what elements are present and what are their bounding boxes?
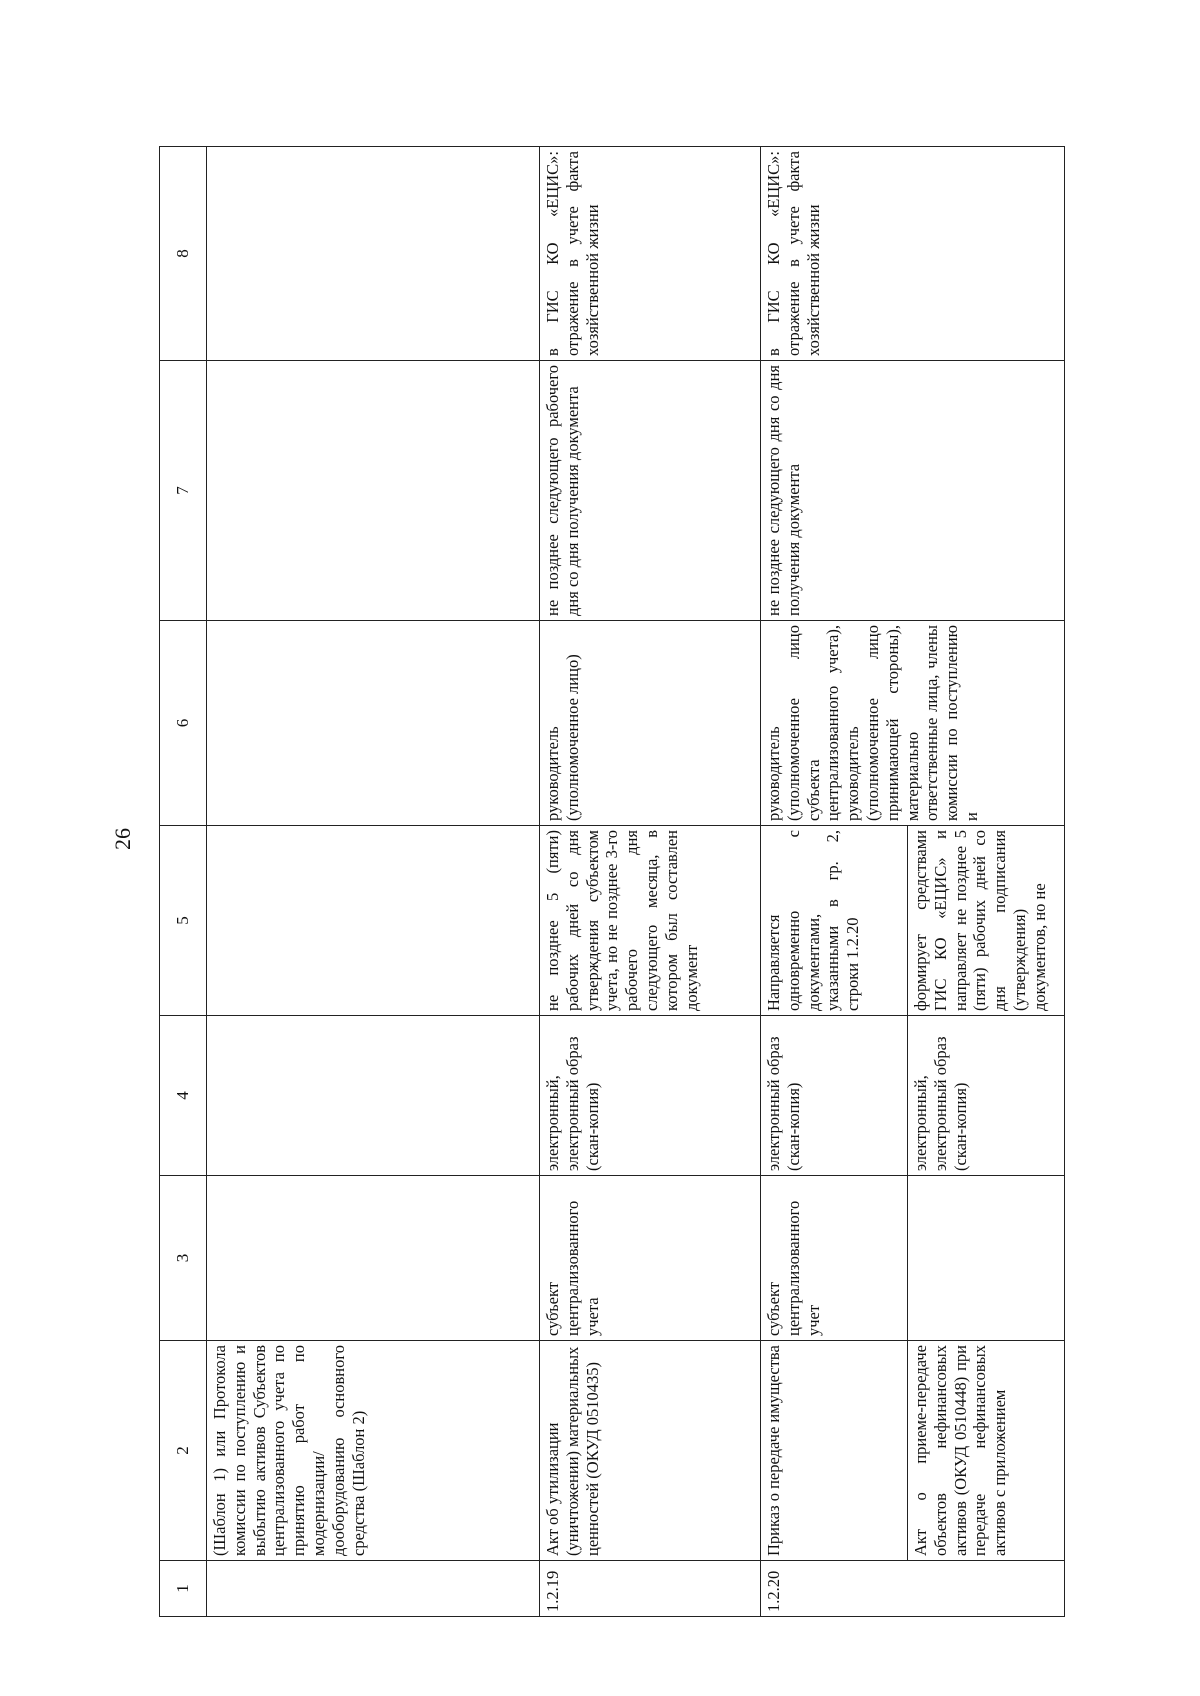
cell-document: Приказ о передаче имущества — [761, 1341, 908, 1561]
cell-number: 1.2.19 — [540, 1561, 761, 1617]
table-row — [207, 147, 540, 1617]
cell-format — [207, 1016, 540, 1176]
cell-processing-deadline: не позднее следующего рабочего дня со дня получения документа — [540, 361, 761, 621]
cell-deadline: Направляется одновременно с документами, указанными в гр. 2, строки 1.2.20 — [761, 826, 908, 1016]
cell-result: в ГИС КО «ЕЦИС»: отражение в учете факта хозяйственной жизни — [540, 147, 761, 361]
cell-format: электронный образ (скан-копия) — [761, 1016, 908, 1176]
cell-number — [207, 1561, 540, 1617]
cell-processing-deadline — [207, 361, 540, 621]
col-header-8: 8 — [160, 147, 207, 361]
cell-document: Акт о приеме-передаче объектов нефинансовых активов (ОКУД 0510448) при передаче нефинансовых активов с приложением — [908, 1341, 1065, 1561]
table-row — [761, 147, 908, 1617]
cell-deadline — [207, 826, 540, 1016]
cell-format: электронный, электронный образ (скан-копия) — [540, 1016, 761, 1176]
cell-creator — [207, 1176, 540, 1341]
rotated-table-container — [159, 147, 1064, 1617]
cell-deadline: формирует средствами ГИС КО «ЕЦИС» и направляет не позднее 5 (пяти) рабочих дней со дня подписания (утверждения) документов, но не — [908, 826, 1065, 1016]
col-header-1: 1 — [160, 1561, 207, 1617]
col-header-6: 6 — [160, 621, 207, 826]
cell-signer: руководитель (уполномоченное лицо субъекта централизованного учета), руководитель (уполномоченное лицо принимающей стороны), материально ответственные лица, члены комиссии по поступлению и — [761, 621, 1065, 826]
cell-processing-deadline: не позднее следующего дня со дня получения документа — [761, 361, 1065, 621]
cell-signer: руководитель (уполномоченное лицо) — [540, 621, 761, 826]
col-header-7: 7 — [160, 361, 207, 621]
cell-number: 1.2.20 — [761, 1561, 1065, 1617]
header-row — [160, 147, 207, 1617]
cell-creator: субъект централизованного учет — [761, 1176, 908, 1341]
col-header-2: 2 — [160, 1341, 207, 1561]
col-header-4: 4 — [160, 1016, 207, 1176]
page-number: 26 — [110, 828, 135, 850]
cell-format: электронный, электронный образ (скан-копия) — [908, 1016, 1065, 1176]
cell-creator — [908, 1176, 1065, 1341]
col-header-5: 5 — [160, 826, 207, 1016]
cell-document: Акт об утилизации (уничтожении) материальных ценностей (ОКУД 0510435) — [540, 1341, 761, 1561]
cell-document: (Шаблон 1) или Протокола комиссии по поступлению и выбытию активов Субъектов централизованного учета по принятию работ по модернизации/дооборудованию основного средства (Шаблон 2) — [207, 1341, 540, 1561]
document-table — [159, 146, 1065, 1617]
cell-result: в ГИС КО «ЕЦИС»: отражение в учете факта хозяйственной жизни — [761, 147, 1065, 361]
table-row — [540, 147, 761, 1617]
cell-creator: субъект централизованного учета — [540, 1176, 761, 1341]
cell-signer — [207, 621, 540, 826]
cell-result — [207, 147, 540, 361]
col-header-3: 3 — [160, 1176, 207, 1341]
cell-deadline: не позднее 5 (пяти) рабочих дней со дня утверждения субъектом учета, но не позднее 3-го рабочего дня следующего месяца, в котором был составлен документ — [540, 826, 761, 1016]
